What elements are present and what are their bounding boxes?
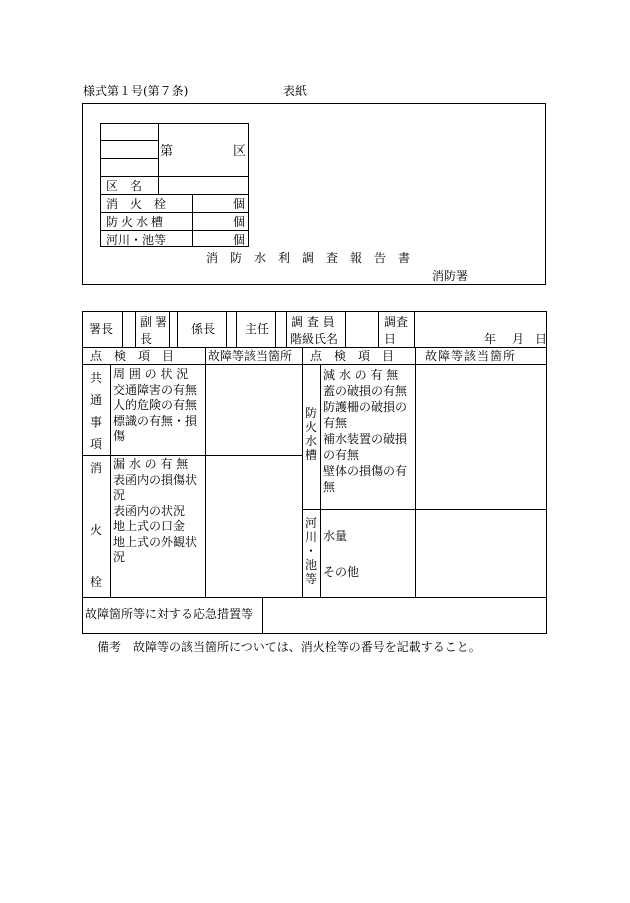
section-chief-label: 係長 — [191, 322, 216, 336]
tank-label: 防 火 水 槽 — [304, 406, 317, 462]
col-fault-left: 故障等該当箇所 — [208, 349, 293, 363]
deputy-label-1: 副署 — [140, 315, 171, 329]
day-label: 日 — [535, 332, 548, 346]
common-items: 周 囲 の 状 況 交通障害の有無 人的危険の有無 標識の有無・損 傷 — [113, 367, 198, 443]
tank-items: 減 水 の 有 無 蓋の破損の有無 防護柵の破損の 有無 補水装置の破損 の有無 壁体の損傷の有 無 — [323, 368, 408, 494]
river-unit: 個 — [233, 233, 246, 247]
inspector-label-2: 階級氏名 — [290, 332, 339, 346]
ku-label: 区 — [233, 144, 247, 159]
river-count-label: 河川・池等 — [106, 233, 167, 247]
hydrant-count-label: 消 火 栓 — [106, 197, 167, 211]
river-item-water: 水量 — [323, 529, 348, 543]
month-label: 月 — [512, 332, 525, 346]
manager-label: 主任 — [245, 322, 270, 336]
cover-label: 表紙 — [283, 84, 308, 98]
report-title: 消 防 水 利 調 査 報 告 書 — [206, 251, 411, 265]
survey-date-label-1: 調査 — [384, 315, 409, 329]
department-label: 消防署 — [432, 269, 469, 283]
year-label: 年 — [484, 332, 497, 346]
hydrant-unit: 個 — [233, 197, 246, 211]
form-label: 様式第１号(第７条) — [83, 84, 189, 98]
hydrant-items: 漏 水 の 有 無 表函内の損傷状 況 表函内の状況 地上式の口金 地上式の外観状 況 — [113, 457, 198, 564]
river-label: 河 川 ・ 池 等 — [304, 516, 317, 586]
survey-date-label-2: 日 — [384, 332, 397, 346]
dai-label: 第 — [160, 144, 174, 159]
tank-unit: 個 — [233, 215, 246, 229]
deputy-label-2: 長 — [140, 332, 153, 346]
col-check-item-left: 点 検 項 目 — [90, 349, 175, 363]
col-check-item-right: 点 検 項 目 — [310, 349, 395, 363]
hydrant-label: 消 火 栓 — [89, 461, 102, 589]
col-fault-right: 故障等該当箇所 — [425, 349, 517, 363]
chief-label: 署長 — [89, 322, 114, 336]
inspector-label-1: 調 査 員 — [291, 315, 335, 329]
tank-count-label: 防火水槽 — [106, 215, 167, 229]
emergency-label: 故障箇所等に対する応急措置等 — [85, 607, 254, 621]
district-name-label: 区 名 — [106, 179, 143, 193]
remark-text: 備考 故障等の該当箇所については、消火栓等の番号を記載すること。 — [97, 640, 481, 654]
common-label: 共 通 事 項 — [89, 371, 102, 451]
river-item-other: その他 — [323, 565, 360, 579]
